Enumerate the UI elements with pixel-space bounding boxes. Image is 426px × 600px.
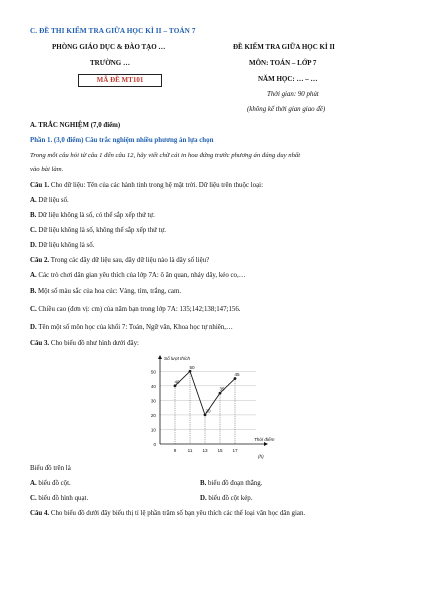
q2-option-d	[30, 324, 233, 331]
option-key: A.	[30, 272, 37, 279]
question-1	[30, 182, 263, 189]
y-tick-label: 0	[153, 442, 156, 447]
q3-option-b	[200, 480, 262, 487]
data-point	[234, 377, 237, 380]
option-text: biểu đồ cột kép.	[206, 495, 253, 502]
y-axis-arrow	[158, 355, 162, 359]
exam-time: Thời gian: 90 phút	[267, 91, 319, 98]
q2-option-c	[30, 306, 241, 313]
data-point	[204, 414, 207, 417]
x-axis-arrow	[264, 442, 268, 446]
option-text: Chiều cao (đơn vị: cm) của năm bạn trong lớp 7A: 135;142;138;147;156.	[36, 306, 241, 313]
option-key: D.	[200, 495, 207, 502]
q2-option-a	[30, 272, 246, 279]
part-1-title: Phần 1. (3,0 điểm) Câu trắc nghiệm nhiều phương án lựa chọn	[30, 137, 214, 144]
data-label: 40	[174, 379, 180, 385]
x-tick-label: 17	[232, 448, 238, 453]
q1-option-a	[30, 197, 69, 204]
option-key: D.	[30, 242, 37, 249]
instruction-line-2: vào bài làm.	[30, 166, 64, 173]
question-2	[30, 257, 209, 264]
q1-option-b	[30, 212, 155, 219]
data-label: 20	[205, 408, 211, 414]
question-1-text: Cho dữ liệu: Tên của các hành tinh trong hệ mặt trời. Dữ liệu trên thuộc loại:	[49, 182, 263, 189]
y-axis-label: Số lượt thích	[164, 356, 191, 361]
y-tick-label: 40	[150, 383, 156, 389]
q1-option-c	[30, 227, 166, 234]
y-tick-label: 50	[150, 369, 156, 375]
data-point	[219, 392, 222, 395]
option-text: Các trò chơi dân gian yêu thích của lớp 7A: ô ăn quan, nhảy dây, kéo co,…	[36, 272, 246, 279]
q3-option-d	[200, 495, 252, 502]
exam-title: ĐỀ KIỂM TRA GIỮA HỌC KÌ II	[233, 43, 335, 51]
question-4-text: Cho biểu đồ dưới đây biểu thị tỉ lệ phần trăm số bạn yêu thích các thể loại văn học dân gian.	[49, 510, 306, 517]
question-2-text: Trong các dãy dữ liệu sau, dãy dữ liệu nào là dãy số liệu?	[49, 257, 210, 264]
q2-option-b	[30, 288, 181, 295]
school-name: TRƯỜNG …	[90, 59, 130, 67]
data-label: 45	[234, 372, 240, 378]
option-text: Một số màu sắc của hoa cúc: Vàng, tím, trắng, cam.	[36, 288, 182, 295]
option-text: biểu đồ hình quạt.	[36, 495, 89, 502]
exam-subject: MÔN: TOÁN – LỚP 7	[249, 59, 317, 67]
option-key: D.	[30, 324, 37, 331]
exam-year: NĂM HỌC: … – …	[258, 75, 318, 83]
option-text: biểu đồ đoạn thẳng.	[206, 480, 263, 487]
option-key: B.	[30, 288, 37, 295]
question-4-label: Câu 4.	[30, 510, 50, 517]
x-tick-label: 9	[173, 448, 177, 453]
option-key: A.	[30, 480, 37, 487]
q3-option-c	[30, 495, 88, 502]
option-key: B.	[200, 480, 207, 487]
question-2-label: Câu 2.	[30, 257, 50, 264]
dept-name: PHÒNG GIÁO DỤC & ĐÀO TẠO …	[52, 43, 166, 51]
y-tick-label: 10	[150, 427, 156, 433]
option-text: Tên một số môn học của khối 7: Toán, Ngữ văn, Khoa học tự nhiên,…	[36, 324, 233, 331]
question-4	[30, 510, 305, 517]
question-1-label: Câu 1.	[30, 182, 50, 189]
section-a-title: A. TRẮC NGHIỆM (7,0 điểm)	[30, 122, 121, 129]
option-key: B.	[30, 212, 37, 219]
question-3-text: Cho biểu đồ như hình dưới đây:	[49, 340, 139, 347]
x-tick-label: 11	[187, 448, 193, 453]
line-chart	[130, 352, 280, 464]
x-tick-label: 13	[202, 448, 208, 453]
option-text: Dữ liệu không là số, có thể sắp xếp thứ tự.	[36, 212, 155, 219]
option-key: C.	[30, 306, 37, 313]
data-label: 35	[219, 386, 225, 392]
data-point	[189, 370, 192, 373]
option-key: A.	[30, 197, 37, 204]
y-tick-label: 20	[150, 412, 156, 418]
x-axis-label: Thời điểm	[254, 437, 275, 442]
question-3	[30, 340, 139, 347]
option-text: biểu đồ cột.	[36, 480, 71, 487]
data-label: 50	[189, 364, 195, 370]
option-text: Dữ liệu không là số, không thể sắp xếp thứ tự.	[36, 227, 166, 234]
data-point	[174, 384, 177, 387]
option-key: C.	[30, 227, 37, 234]
document-title: C. ĐỀ THI KIỂM TRA GIỮA HỌC KÌ II – TOÁN 7	[30, 27, 196, 35]
x-tick-label: 15	[217, 448, 223, 453]
option-text: Dữ liệu không là số.	[36, 242, 95, 249]
instruction-line-1: Trong mỗi câu hỏi từ câu 1 đến câu 12, hãy viết chữ cái in hoa đứng trước phương án đúng duy nhất	[30, 152, 301, 159]
y-tick-label: 30	[150, 398, 156, 404]
question-3-label: Câu 3.	[30, 340, 50, 347]
question-3-prompt: Biểu đồ trên là	[30, 465, 71, 472]
exam-time-note: (không kể thời gian giao đề)	[247, 106, 326, 113]
q3-option-a	[30, 480, 71, 487]
option-text: Dữ liệu số.	[36, 197, 69, 204]
option-key: C.	[30, 495, 37, 502]
exam-code-box: MÃ ĐỀ MT101	[78, 74, 162, 87]
x-axis-label-unit: (h)	[258, 454, 264, 459]
q1-option-d	[30, 242, 94, 249]
